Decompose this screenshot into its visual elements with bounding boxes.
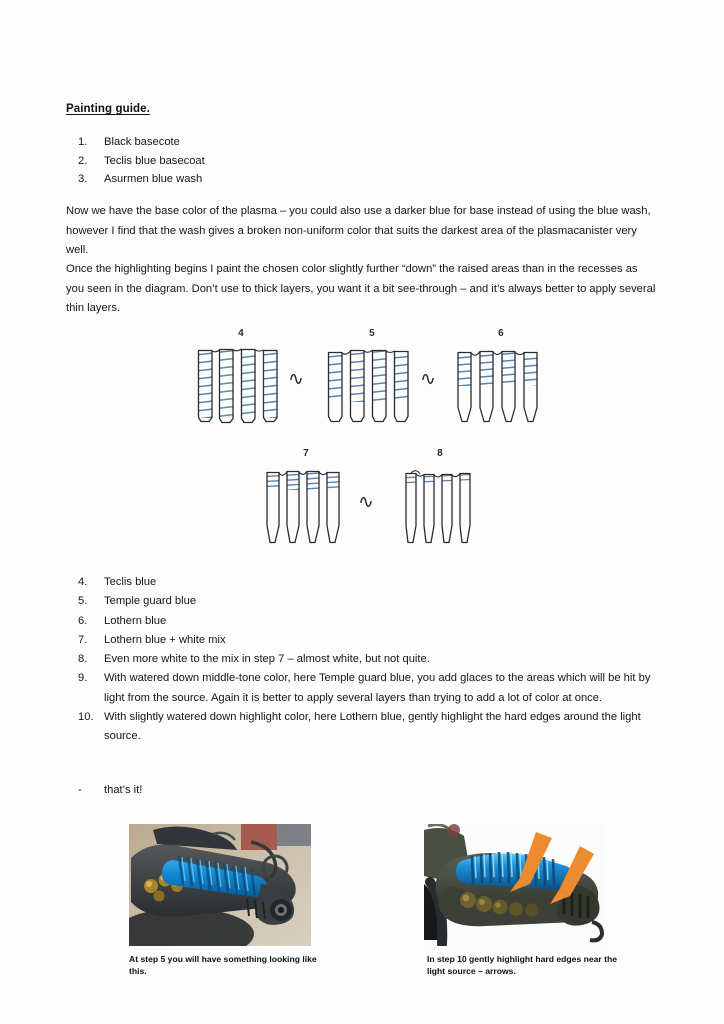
- list-item: [78, 170, 478, 189]
- steps-list-bottom: [78, 573, 658, 747]
- diagram-label: 4: [238, 328, 244, 339]
- list-item: [78, 573, 658, 592]
- diagram-step-7: [265, 448, 347, 550]
- list-item-label: Asurmen blue wash: [104, 173, 203, 185]
- photo-block-step-5: [129, 824, 329, 977]
- page-title: Painting guide.: [66, 103, 150, 115]
- list-item-number: 1.: [78, 136, 88, 148]
- photo-plasma-gun-step-10: [424, 824, 606, 946]
- photo-plasma-gun-step-5: [129, 824, 311, 946]
- diagram-fins-upper-three-quarters: [326, 342, 418, 430]
- diagram-fins-tips: [265, 462, 347, 550]
- list-item: [78, 631, 658, 650]
- tilde-separator-2: ∿: [420, 368, 436, 390]
- diagram-fins-tiny-tips: [404, 462, 476, 550]
- list-item-number: 10.: [78, 711, 94, 724]
- paragraph-base-color: Now we have the base color of the plasma – you could also use a darker blue for base instead of using the blue wash, however I find that the wash gives a broken non-uniform color that suits the darkest area of the plasmacanister very well.: [66, 205, 651, 256]
- list-item-label: With slightly watered down highlight color, here Lothern blue, gently highlight the hard edges around the light source.: [104, 711, 641, 743]
- diagram-step-6: [455, 328, 547, 430]
- list-item: [78, 708, 658, 747]
- list-item-number: 2.: [78, 154, 88, 167]
- steps-list-top: [78, 133, 478, 189]
- list-item-label: Teclis blue: [104, 576, 157, 588]
- photo-block-step-10: [424, 824, 627, 977]
- list-item: [78, 152, 478, 171]
- list-item: [78, 592, 658, 611]
- diagram-step-4: [196, 328, 286, 430]
- list-item-number: 4.: [78, 576, 88, 588]
- list-item-number: 7.: [78, 633, 88, 646]
- list-item-label: Even more white to the mix in step 7 – almost white, but not quite.: [104, 653, 430, 666]
- list-item-number: 9.: [78, 672, 88, 685]
- list-item: [78, 133, 478, 152]
- list-item-number: 5.: [78, 595, 88, 608]
- list-item-number: 6.: [78, 614, 88, 627]
- paragraph-highlighting: Once the highlighting begins I paint the chosen color slightly further “down” the raised areas than in the recesses as you seen in the diagram. Don’t use to thick layers, you want it a bit see-through – and it’s always better to apply several thin layers.: [66, 263, 656, 314]
- diagram-label: 8: [437, 448, 443, 459]
- diagram-label: 6: [498, 328, 504, 339]
- diagram-row-bottom: [0, 448, 724, 553]
- closing-text: that’s it!: [104, 784, 143, 796]
- list-item-label: Lothern blue + white mix: [104, 633, 226, 646]
- closing-line: [78, 781, 142, 800]
- diagram-label: 5: [369, 328, 375, 339]
- diagram-row-top: [0, 328, 724, 440]
- list-item-number: 3.: [78, 173, 88, 185]
- list-item-number: 8.: [78, 653, 88, 666]
- diagram-step-5: [326, 328, 418, 430]
- diagram-label: 7: [303, 448, 309, 459]
- list-item-label: Temple guard blue: [104, 595, 197, 608]
- photo-caption-right: In step 10 gently highlight hard edges near the light source – arrows.: [427, 954, 618, 976]
- list-item: [78, 650, 658, 669]
- list-item-label: Lothern blue: [104, 614, 167, 627]
- list-item-label: With watered down middle-tone color, here Temple guard blue, you add glaces to the areas which will be hit by light from the source. Again it is better to apply several layers than trying to add a lot of color at once.: [104, 672, 651, 704]
- photo-caption-left: At step 5 you will have something looking like this.: [129, 954, 317, 976]
- list-item-label: Teclis blue basecoat: [104, 154, 205, 167]
- list-item: [78, 669, 658, 708]
- tilde-separator-1: ∿: [288, 368, 304, 390]
- list-item: [78, 612, 658, 631]
- tilde-separator-3: ∿: [358, 491, 374, 513]
- diagram-step-8: [404, 448, 476, 550]
- diagram-fins-full: [196, 342, 286, 430]
- closing-bullet: -: [78, 784, 82, 796]
- diagram-fins-upper-half: [455, 342, 547, 430]
- list-item-label: Black basecote: [104, 136, 180, 148]
